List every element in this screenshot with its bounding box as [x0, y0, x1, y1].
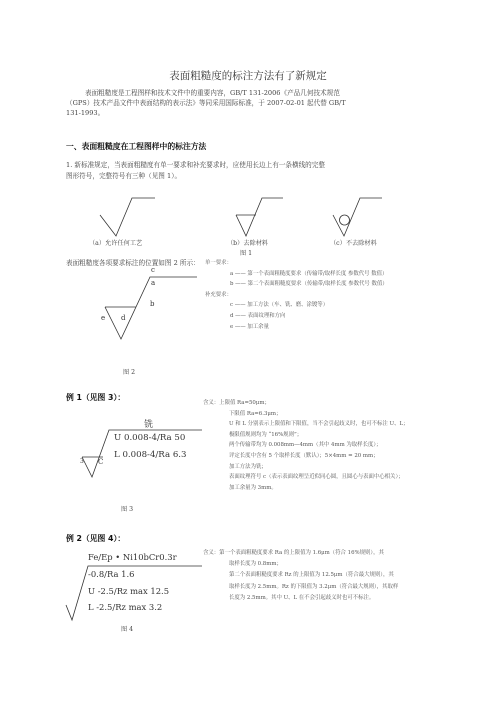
fig2-letter-a: a — [151, 279, 156, 287]
fig3-allowance: 3 — [80, 458, 84, 465]
fig2-label: 图 2 — [123, 369, 136, 376]
explain-line: 加工余量为 3mm。 — [229, 484, 277, 491]
fig3-lay-symbol: C — [98, 458, 104, 466]
example2-heading: 例 2（见图 4）： — [66, 534, 126, 543]
intro-line-2: （GPS）技术产品文件中表面结构的表示法》等同采用国际标准，于 2007-02-01 起代替 GB/T — [66, 99, 346, 107]
explain-line: 第二个表面粗糙度要求 Rz 的上限值为 12.5μm（符合最大规则），其 — [229, 572, 394, 579]
fig1-label: 图 1 — [240, 250, 253, 257]
explain-line: 取样长度为 0.8mm； — [229, 561, 282, 568]
explain-line: 表面纹理符号 c（表示表面纹理呈近似同心圆，且圆心与表面中心相关）； — [229, 474, 404, 481]
document-title: 表面粗糙度的标注方法有了新规定 — [169, 70, 327, 82]
fig3-line-2: L 0.008-4/Ra 6.3 — [114, 450, 187, 460]
explain-line: 两个传输带均为 0.008mm—4mm（其中 4mm 为取样长度）； — [229, 442, 382, 449]
legend-line: b —— 第二个表面粗糙度要求（传输带/取样长度 参数代号 数值） — [230, 281, 388, 288]
fig2-letter-b: b — [150, 300, 155, 308]
fig1-caption-b: （b）去除材料 — [227, 240, 269, 247]
fig4-line-2: U -2.5/Rz max 12.5 — [88, 586, 170, 596]
fig3-method: 铣 — [144, 420, 154, 430]
section-heading-1: 一、表面粗糙度在工程图样中的标注方法 — [66, 142, 207, 151]
legend-line: a —— 第一个表面粗糙度要求（传输带/取样长度 参数代号 数值） — [230, 270, 388, 277]
explain-line: 下限值 Ra=6.3μm； — [229, 410, 282, 417]
explain-line: 取样长度为 2.5mm。Rz 的下限值为 3.2μm（符合最大规则），其取样 — [229, 583, 399, 590]
explain-line: 含义：上限值 Ra=50μm； — [203, 400, 270, 406]
explain-line: U 和 L 分别表示上限值和下限值，当不会引起歧义时，也可不标注 U、L； — [229, 421, 409, 428]
intro-line-3: 131-1993。 — [66, 109, 105, 117]
example2-explanation — [203, 548, 398, 604]
fig2-intro: 表面粗糙度各项要求标注的位置如图 2 所示： — [66, 259, 200, 267]
fig3-line-1: U 0.008-4/Ra 50 — [114, 433, 186, 443]
item1-line-2: 图形符号，完整符号有三种（见图 1）。 — [66, 172, 182, 180]
fig4-treatment: Fe/Ep • Ni10bCr0.3r — [88, 552, 177, 562]
intro-line-1: 表面粗糙度是工程图样和技术文件中的重要内容，GB/T 131-2006《产品几何技术规范 — [85, 89, 340, 97]
fig3-label: 图 3 — [121, 506, 134, 513]
legend-line: d —— 表面纹理和方向 — [230, 312, 286, 319]
item1-line-1: 1. 新标准规定，当表面粗糙度有单一要求和补充要求时，应使用长边上有一条横线的完整 — [66, 161, 325, 169]
fig4-line-3: L -2.5/Rz max 3.2 — [88, 602, 163, 612]
legend-line: e —— 加工余量 — [230, 323, 269, 330]
explain-line: 评定长度中含有 5 个取样长度（默认）；5×4mm = 20 mm； — [229, 452, 379, 459]
legend-line: 补充要求： — [205, 291, 232, 298]
legend-line: 单一要求： — [205, 260, 232, 266]
example1-heading: 例 1（见图 3）： — [66, 393, 126, 402]
legend-line: c —— 加工方法（车、铣、磨、涂镀等） — [230, 302, 329, 309]
fig4-line-1: -0.8/Ra 1.6 — [88, 569, 135, 579]
fig2-letter-d: d — [121, 314, 126, 322]
explain-line: 含义：第一个表面粗糙度要求 Ra 的上限值为 1.6μm（符合 16%规则），其 — [203, 550, 384, 556]
fig1-caption-a: （a）允许任何工艺 — [89, 240, 143, 247]
explain-line: 加工方法为铣； — [229, 463, 267, 470]
fig4-label: 图 4 — [121, 626, 134, 633]
explain-line: 极限值规则均为 “16%规则”； — [229, 431, 303, 438]
fig2-letter-c: c — [151, 266, 155, 274]
fig1-caption-c: （c）不去除材料 — [330, 240, 377, 247]
explain-line: 长度为 2.5mm。其中 U、L 在不会引起歧义时也可不标注。 — [229, 594, 375, 601]
fig2-letter-e: e — [101, 314, 106, 322]
